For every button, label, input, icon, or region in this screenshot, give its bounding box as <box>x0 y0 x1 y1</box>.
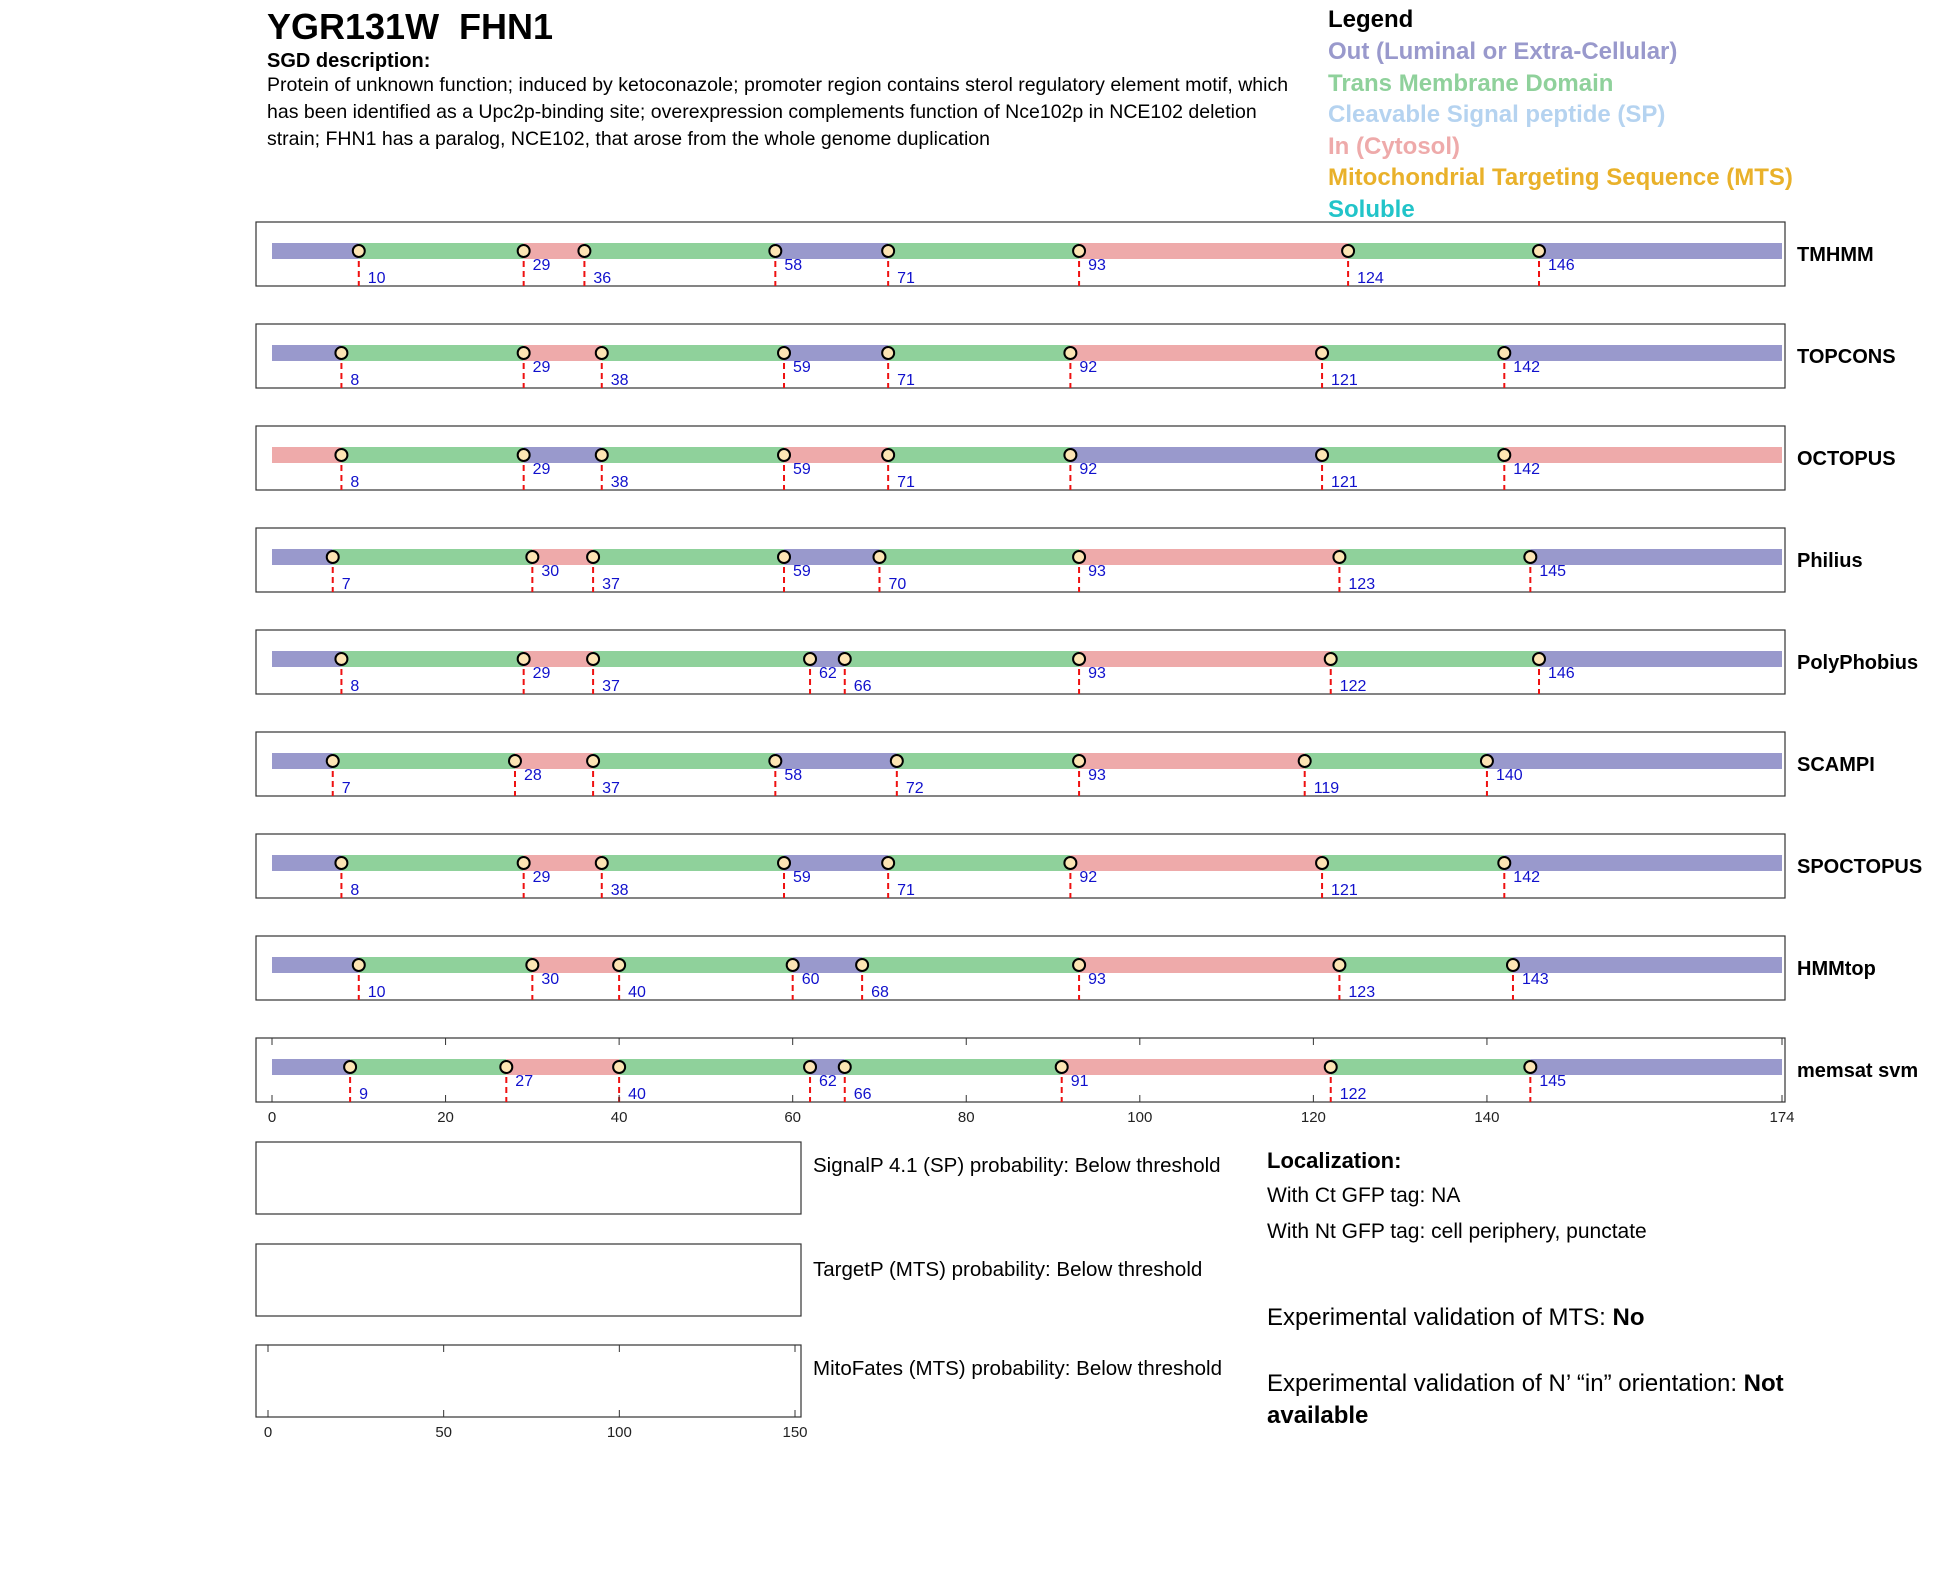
boundary-marker <box>787 959 799 971</box>
boundary-marker <box>1073 653 1085 665</box>
boundary-label: 124 <box>1357 270 1384 287</box>
legend-title: Legend <box>1328 6 1414 33</box>
boundary-marker <box>1064 449 1076 461</box>
segment-tm <box>845 651 1079 667</box>
boundary-label: 30 <box>541 563 560 580</box>
boundary-label: 59 <box>793 563 811 580</box>
boundary-marker <box>1533 653 1545 665</box>
segment-tm <box>350 1059 506 1075</box>
boundary-marker <box>1064 347 1076 359</box>
legend-tm: Trans Membrane Domain <box>1328 69 1614 97</box>
axis-tick-label: 100 <box>1127 1109 1153 1126</box>
segment-tm <box>1339 549 1530 565</box>
boundary-marker <box>518 857 530 869</box>
axis-tick-label: 0 <box>263 1424 273 1441</box>
boundary-marker <box>1498 857 1510 869</box>
boundary-marker <box>882 245 894 257</box>
boundary-label: 70 <box>888 576 907 593</box>
boundary-label: 62 <box>819 665 837 682</box>
segment-in <box>1079 753 1305 769</box>
axis-tick-label: 20 <box>437 1109 454 1126</box>
boundary-marker <box>335 653 347 665</box>
boundary-marker <box>1342 245 1354 257</box>
segment-tm <box>584 243 775 259</box>
boundary-marker <box>1498 347 1510 359</box>
boundary-label: 9 <box>359 1086 369 1103</box>
track-name: memsat svm <box>1797 1060 1919 1082</box>
boundary-marker <box>587 551 599 563</box>
boundary-label: 92 <box>1079 461 1098 478</box>
boundary-label: 121 <box>1331 474 1358 491</box>
boundary-label: 121 <box>1331 882 1358 899</box>
segment-in <box>1062 1059 1331 1075</box>
boundary-label: 30 <box>541 971 560 988</box>
axis-tick-label: 40 <box>610 1109 628 1126</box>
boundary-label: 29 <box>532 869 551 886</box>
segment-tm <box>862 957 1079 973</box>
probability-panel-1 <box>256 1244 801 1316</box>
boundary-label: 8 <box>350 474 360 491</box>
boundary-label: 58 <box>784 257 803 274</box>
boundary-marker <box>891 755 903 767</box>
boundary-marker <box>509 755 521 767</box>
boundary-label: 142 <box>1513 359 1541 376</box>
boundary-label: 10 <box>367 984 386 1001</box>
targetp-label: TargetP (MTS) probability: Below threshold <box>813 1258 1203 1281</box>
boundary-label: 37 <box>602 678 620 695</box>
segment-tm <box>1305 753 1487 769</box>
segment-out <box>272 957 359 973</box>
boundary-label: 93 <box>1088 257 1106 274</box>
boundary-marker <box>1481 755 1493 767</box>
segment-in <box>1079 243 1348 259</box>
segment-in <box>1079 957 1339 973</box>
segment-out <box>272 651 341 667</box>
page-title: YGR131W FHN1 <box>267 6 554 47</box>
boundary-marker <box>1073 959 1085 971</box>
legend-mts: Mitochondrial Targeting Sequence (MTS) <box>1328 164 1793 191</box>
segment-out <box>272 753 333 769</box>
track-polyphobius <box>256 630 1918 695</box>
boundary-marker <box>518 347 530 359</box>
segment-out <box>1539 243 1782 259</box>
segment-tm <box>602 855 784 871</box>
boundary-marker <box>353 245 365 257</box>
probability-frame <box>256 1345 801 1417</box>
boundary-label: 93 <box>1088 563 1106 580</box>
boundary-label: 71 <box>897 882 915 899</box>
boundary-label: 122 <box>1339 678 1367 695</box>
boundary-marker <box>873 551 885 563</box>
boundary-marker <box>526 959 538 971</box>
boundary-marker <box>344 1061 356 1073</box>
segment-tm <box>888 345 1070 361</box>
orientation-validation <box>1267 1368 1867 1432</box>
segment-out <box>272 855 341 871</box>
segment-tm <box>593 651 810 667</box>
segment-tm <box>888 855 1070 871</box>
boundary-marker <box>882 347 894 359</box>
legend-soluble: Soluble <box>1328 195 1415 223</box>
segment-tm <box>359 957 533 973</box>
boundary-label: 28 <box>523 767 542 784</box>
localization-title: Localization: <box>1267 1148 1402 1173</box>
mts-validation-value: No <box>1612 1304 1645 1331</box>
boundary-marker <box>327 755 339 767</box>
boundary-label: 40 <box>628 984 646 1001</box>
boundary-marker <box>1316 449 1328 461</box>
boundary-marker <box>1524 1061 1536 1073</box>
segment-tm <box>341 855 523 871</box>
boundary-marker <box>518 245 530 257</box>
mitofates-label: MitoFates (MTS) probability: Below threshold <box>813 1357 1223 1380</box>
boundary-marker <box>856 959 868 971</box>
boundary-label: 7 <box>341 780 351 797</box>
probability-panel-0 <box>256 1142 801 1214</box>
boundary-marker <box>353 959 365 971</box>
boundary-label: 121 <box>1331 372 1358 389</box>
boundary-label: 10 <box>367 270 386 287</box>
boundary-label: 91 <box>1070 1073 1089 1090</box>
track-philius <box>256 528 1863 593</box>
boundary-marker <box>839 1061 851 1073</box>
boundary-marker <box>778 347 790 359</box>
orientation-validation-value: Not available <box>1267 1370 1784 1429</box>
segment-in <box>272 447 341 463</box>
boundary-label: 38 <box>610 882 629 899</box>
boundary-marker <box>839 653 851 665</box>
segment-out <box>1504 855 1782 871</box>
boundary-marker <box>804 653 816 665</box>
boundary-label: 58 <box>784 767 803 784</box>
segment-out <box>1539 651 1782 667</box>
segment-in <box>1079 651 1331 667</box>
boundary-marker <box>778 551 790 563</box>
segment-tm <box>593 549 784 565</box>
segment-in <box>1079 549 1339 565</box>
axis-tick-label: 50 <box>435 1424 453 1441</box>
boundary-marker <box>1325 1061 1337 1073</box>
segment-tm <box>333 549 533 565</box>
axis-tick-label: 120 <box>1300 1109 1326 1126</box>
boundary-marker <box>1325 653 1337 665</box>
track-topcons <box>256 324 1896 389</box>
segment-tm <box>619 1059 810 1075</box>
boundary-label: 145 <box>1539 1073 1567 1090</box>
track-hmmtop <box>256 936 1876 1001</box>
boundary-marker <box>778 449 790 461</box>
boundary-label: 38 <box>610 372 629 389</box>
boundary-marker <box>526 551 538 563</box>
segment-tm <box>341 345 523 361</box>
boundary-label: 142 <box>1513 461 1541 478</box>
boundary-label: 36 <box>593 270 612 287</box>
boundary-marker <box>1064 857 1076 869</box>
segment-tm <box>333 753 515 769</box>
track-name: Philius <box>1797 550 1863 572</box>
mts-validation-label: Experimental validation of MTS: <box>1267 1304 1613 1331</box>
segment-in <box>1504 447 1782 463</box>
boundary-marker <box>1299 755 1311 767</box>
axis-tick-label: 80 <box>957 1109 975 1126</box>
segment-tm <box>593 753 775 769</box>
boundary-label: 92 <box>1079 869 1098 886</box>
boundary-label: 27 <box>515 1073 534 1090</box>
segment-out <box>272 549 333 565</box>
boundary-marker <box>518 653 530 665</box>
boundary-marker <box>578 245 590 257</box>
segment-out <box>1530 1059 1782 1075</box>
boundary-marker <box>1073 551 1085 563</box>
track-tmhmm <box>256 222 1874 287</box>
segment-out <box>1513 957 1782 973</box>
boundary-label: 66 <box>853 1086 872 1103</box>
boundary-marker <box>1056 1061 1068 1073</box>
segment-tm <box>888 243 1079 259</box>
boundary-label: 92 <box>1079 359 1098 376</box>
boundary-label: 29 <box>532 257 551 274</box>
segment-out <box>272 243 359 259</box>
segment-tm <box>1339 957 1513 973</box>
segment-out <box>1487 753 1782 769</box>
segment-tm <box>888 447 1070 463</box>
boundary-label: 59 <box>793 359 811 376</box>
signalp-label: SignalP 4.1 (SP) probability: Below threshold <box>813 1154 1221 1177</box>
boundary-label: 8 <box>350 678 360 695</box>
axis-tick-label: 0 <box>267 1109 277 1126</box>
segment-in <box>1070 345 1322 361</box>
segment-tm <box>619 957 793 973</box>
boundary-marker <box>335 857 347 869</box>
segment-tm <box>341 447 523 463</box>
boundary-label: 72 <box>905 780 924 797</box>
segment-tm <box>1331 1059 1531 1075</box>
boundary-label: 37 <box>602 780 620 797</box>
boundary-marker <box>1316 857 1328 869</box>
boundary-label: 7 <box>341 576 351 593</box>
boundary-marker <box>1073 755 1085 767</box>
boundary-label: 71 <box>897 270 915 287</box>
axis-tick-label: 174 <box>1769 1109 1795 1126</box>
boundary-marker <box>1316 347 1328 359</box>
boundary-label: 29 <box>532 665 551 682</box>
orientation-validation-label: Experimental validation of N’ “in” orientation: <box>1267 1370 1744 1397</box>
boundary-marker <box>804 1061 816 1073</box>
axis-tick-label: 140 <box>1474 1109 1500 1126</box>
boundary-marker <box>769 245 781 257</box>
boundary-marker <box>778 857 790 869</box>
boundary-label: 60 <box>801 971 820 988</box>
segment-out <box>272 345 341 361</box>
track-scampi <box>256 732 1875 797</box>
boundary-label: 29 <box>532 461 551 478</box>
boundary-label: 8 <box>350 882 360 899</box>
boundary-marker <box>1524 551 1536 563</box>
boundary-marker <box>596 347 608 359</box>
boundary-marker <box>596 857 608 869</box>
boundary-label: 29 <box>532 359 551 376</box>
boundary-marker <box>500 1061 512 1073</box>
axis-tick-label: 100 <box>606 1424 632 1441</box>
sgd-description-label: SGD description: <box>267 50 431 72</box>
boundary-marker <box>1333 551 1345 563</box>
boundary-label: 93 <box>1088 665 1106 682</box>
boundary-label: 140 <box>1495 767 1523 784</box>
segment-tm <box>1322 345 1504 361</box>
segment-out <box>1530 549 1782 565</box>
boundary-marker <box>335 449 347 461</box>
sgd-description-text: Protein of unknown function; induced by ketoconazole; promoter region contains sterol regulatory element motif, which has been identified as a Upc2p-binding site; overexpression complements function of Nce102p in NCE102 deletion strain; FHN1 has a paralog, NCE102, that arose from the whole genome duplication <box>267 74 1289 150</box>
boundary-marker <box>769 755 781 767</box>
segment-out <box>1504 345 1782 361</box>
track-name: SCAMPI <box>1797 754 1875 776</box>
boundary-label: 145 <box>1539 563 1567 580</box>
segment-tm <box>1348 243 1539 259</box>
boundary-label: 37 <box>602 576 620 593</box>
mts-validation <box>1267 1302 1867 1334</box>
segment-tm <box>359 243 524 259</box>
boundary-label: 59 <box>793 869 811 886</box>
segment-out <box>272 1059 350 1075</box>
boundary-label: 59 <box>793 461 811 478</box>
boundary-label: 38 <box>610 474 629 491</box>
boundary-label: 123 <box>1348 984 1376 1001</box>
segment-tm <box>1322 855 1504 871</box>
track-name: PolyPhobius <box>1797 652 1919 674</box>
boundary-label: 122 <box>1339 1086 1367 1103</box>
probability-panel-2 <box>256 1345 808 1441</box>
boundary-marker <box>613 1061 625 1073</box>
boundary-marker <box>882 449 894 461</box>
segment-tm <box>341 651 523 667</box>
boundary-label: 93 <box>1088 767 1106 784</box>
segment-tm <box>845 1059 1062 1075</box>
boundary-marker <box>587 755 599 767</box>
nt-gfp-text: With Nt GFP tag: cell periphery, punctate <box>1267 1220 1647 1243</box>
segment-out <box>1070 447 1322 463</box>
axis-tick-label: 60 <box>784 1109 802 1126</box>
boundary-label: 66 <box>853 678 872 695</box>
boundary-marker <box>596 449 608 461</box>
boundary-label: 71 <box>897 372 915 389</box>
boundary-label: 93 <box>1088 971 1106 988</box>
boundary-label: 71 <box>897 474 915 491</box>
boundary-label: 8 <box>350 372 360 389</box>
segment-tm <box>879 549 1079 565</box>
boundary-marker <box>1507 959 1519 971</box>
segment-tm <box>1322 447 1504 463</box>
axis-tick-label: 150 <box>782 1424 808 1441</box>
track-spoctopus <box>256 834 1922 899</box>
ct-gfp-text: With Ct GFP tag: NA <box>1267 1184 1461 1207</box>
boundary-label: 68 <box>871 984 889 1001</box>
legend-out: Out (Luminal or Extra-Cellular) <box>1328 38 1678 65</box>
boundary-marker <box>1333 959 1345 971</box>
probability-frame <box>256 1244 801 1316</box>
track-name: TMHMM <box>1797 244 1874 266</box>
segment-in <box>1070 855 1322 871</box>
boundary-label: 146 <box>1548 665 1575 682</box>
boundary-marker <box>882 857 894 869</box>
track-name: OCTOPUS <box>1797 448 1896 470</box>
boundary-marker <box>1533 245 1545 257</box>
track-memsat-svm <box>256 1038 1918 1126</box>
boundary-marker <box>327 551 339 563</box>
boundary-marker <box>1498 449 1510 461</box>
track-name: SPOCTOPUS <box>1797 856 1923 878</box>
localization-block <box>1267 1148 1647 1256</box>
probability-frame <box>256 1142 801 1214</box>
boundary-marker <box>613 959 625 971</box>
legend-in: In (Cytosol) <box>1328 132 1460 160</box>
legend-sp: Cleavable Signal peptide (SP) <box>1328 101 1666 128</box>
segment-tm <box>1331 651 1539 667</box>
segment-tm <box>897 753 1079 769</box>
boundary-label: 62 <box>819 1073 837 1090</box>
boundary-marker <box>587 653 599 665</box>
track-name: TOPCONS <box>1797 346 1896 368</box>
track-name: HMMtop <box>1797 958 1876 980</box>
boundary-marker <box>1073 245 1085 257</box>
track-octopus <box>256 426 1896 491</box>
boundary-marker <box>335 347 347 359</box>
boundary-label: 146 <box>1548 257 1575 274</box>
boundary-label: 119 <box>1313 780 1340 797</box>
boundary-label: 123 <box>1348 576 1376 593</box>
segment-tm <box>602 447 784 463</box>
boundary-label: 143 <box>1521 971 1549 988</box>
boundary-label: 40 <box>628 1086 646 1103</box>
boundary-label: 142 <box>1513 869 1541 886</box>
boundary-marker <box>518 449 530 461</box>
segment-tm <box>602 345 784 361</box>
